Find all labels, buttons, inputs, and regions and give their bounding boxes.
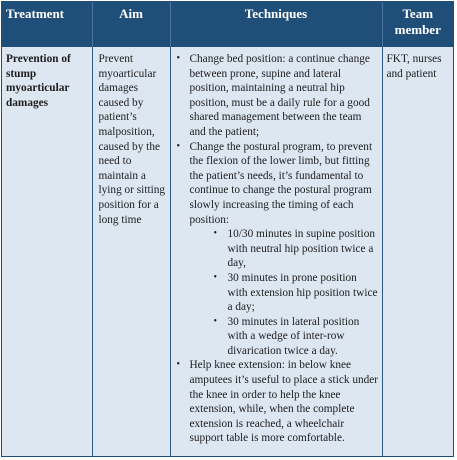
- technique-item: [175, 140, 379, 359]
- bullet-icon: •: [213, 271, 218, 283]
- header-aim: Aim: [92, 2, 170, 47]
- bullet-icon: •: [213, 315, 218, 327]
- timing-text: 30 minutes in prone position with extension hip position twice a day;: [227, 271, 378, 314]
- technique-item: [175, 358, 379, 446]
- bullet-icon: •: [176, 140, 181, 152]
- techniques-table: [2, 2, 453, 457]
- header-team-member: Team member: [382, 2, 453, 47]
- technique-item: [175, 52, 379, 140]
- aim-cell: Prevent myoarticular damages caused by patient’s malposition, caused by the need to maintain a lying or sitting position for a long time: [92, 47, 170, 457]
- timing-item: [214, 271, 379, 315]
- techniques-list: [175, 52, 379, 446]
- timing-text: 10/30 minutes in supine position with neutral hip position twice a day,: [227, 228, 375, 270]
- header-row: [2, 2, 453, 47]
- techniques-cell: [170, 47, 382, 457]
- techniques-table-frame: [1, 1, 454, 457]
- technique-text: Change bed position: a continue change between prone, supine and lateral position, maintaining a neutral hip position, must be a daily rule for a good shared management between the team and the patient;: [189, 53, 370, 138]
- technique-text: Help knee extension: in below knee amputees it’s useful to place a stick under the knee in order to help the knee extension, while, when the complete extension is reached, a wheelchair support table is more comfortable.: [189, 359, 379, 445]
- team-member-cell: FKT, nurses and patient: [386, 53, 442, 80]
- technique-text: Change the postural program, to prevent the flexion of the lower limb, but fitting the patient’s needs, it’s fundamental to continue to change the postural program slowly increasing the timing of each position:: [189, 140, 373, 226]
- bullet-icon: •: [176, 53, 181, 64]
- table-row: [2, 47, 453, 457]
- timing-text: 30 minutes in lateral position with a wedge of inter-row divarication twice a day.: [227, 315, 360, 357]
- header-techniques: Techniques: [170, 2, 382, 47]
- bullet-icon: •: [213, 228, 218, 240]
- timing-item: [214, 227, 379, 271]
- bullet-icon: •: [176, 359, 181, 371]
- timing-item: [214, 315, 379, 359]
- header-treatment: Treatment: [2, 2, 92, 47]
- treatment-cell: Prevention of stump myoarticular damages: [2, 47, 92, 457]
- postural-timing-list: [190, 227, 379, 358]
